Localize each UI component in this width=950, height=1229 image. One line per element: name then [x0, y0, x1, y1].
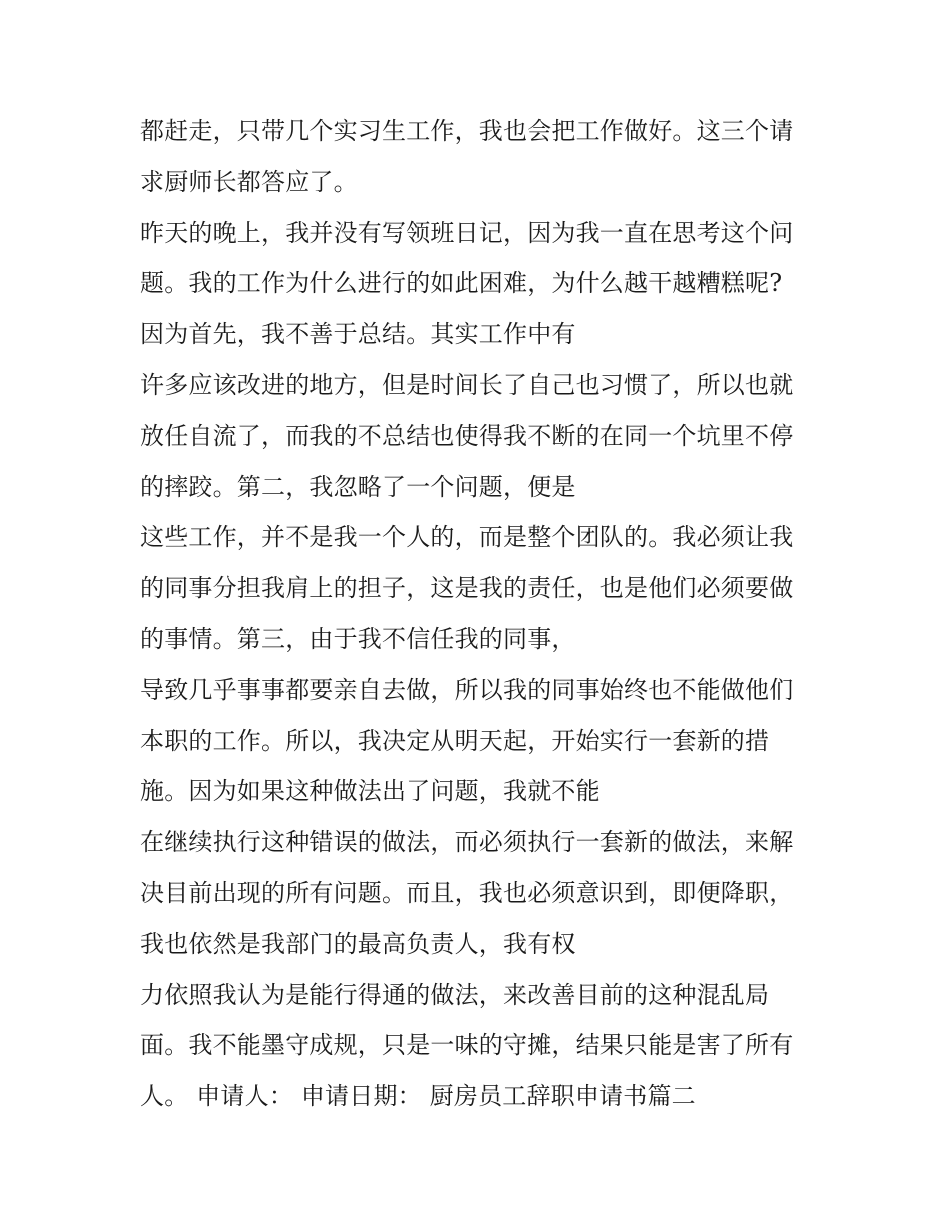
text-line: 的摔跤。第二，我忽略了一个问题，便是: [140, 472, 576, 501]
text-line: 在继续执行这种错误的做法，而必须执行一套新的做法，来解: [140, 828, 794, 857]
text-line: 面。我不能墨守成规，只是一味的守摊，结果只能是害了所有: [140, 1031, 794, 1060]
text-line: 因为首先，我不善于总结。其实工作中有: [140, 320, 576, 349]
text-line: 的事情。第三，由于我不信任我的同事，: [140, 624, 576, 653]
text-line: 施。因为如果这种做法出了问题，我就不能: [140, 777, 600, 806]
text-line: 本职的工作。所以，我决定从明天起，开始实行一套新的措: [140, 726, 770, 755]
text-line: 求厨师长都答应了。: [140, 167, 358, 196]
text-line: 这些工作，并不是我一个人的，而是整个团队的。我必须让我: [140, 523, 794, 552]
text-line: 力依照我认为是能行得通的做法，来改善目前的这种混乱局: [140, 980, 770, 1009]
text-line: 许多应该改进的地方，但是时间长了自己也习惯了，所以也就: [140, 370, 794, 399]
text-line: 导致几乎事事都要亲自去做，所以我的同事始终也不能做他们: [140, 675, 794, 704]
text-line: 的同事分担我肩上的担子，这是我的责任，也是他们必须要做: [140, 574, 794, 603]
text-line: 我也依然是我部门的最高负责人，我有权: [140, 929, 576, 958]
text-line: 放任自流了，而我的不总结也使得我不断的在同一个坑里不停: [140, 421, 794, 450]
text-line: 都赶走，只带几个实习生工作，我也会把工作做好。这三个请: [140, 117, 794, 145]
text-line: 昨天的晚上，我并没有写领班日记，因为我一直在思考这个问: [140, 218, 794, 247]
text-line: 人。 申请人： 申请日期： 厨房员工辞职申请书篇二: [140, 1082, 696, 1111]
text-line: 决目前出现的所有问题。而且，我也必须意识到，即便降职，: [140, 878, 794, 907]
body-text: [140, 106, 830, 1122]
text-line: 题。我的工作为什么进行的如此困难，为什么越干越糟糕呢?: [140, 269, 783, 298]
